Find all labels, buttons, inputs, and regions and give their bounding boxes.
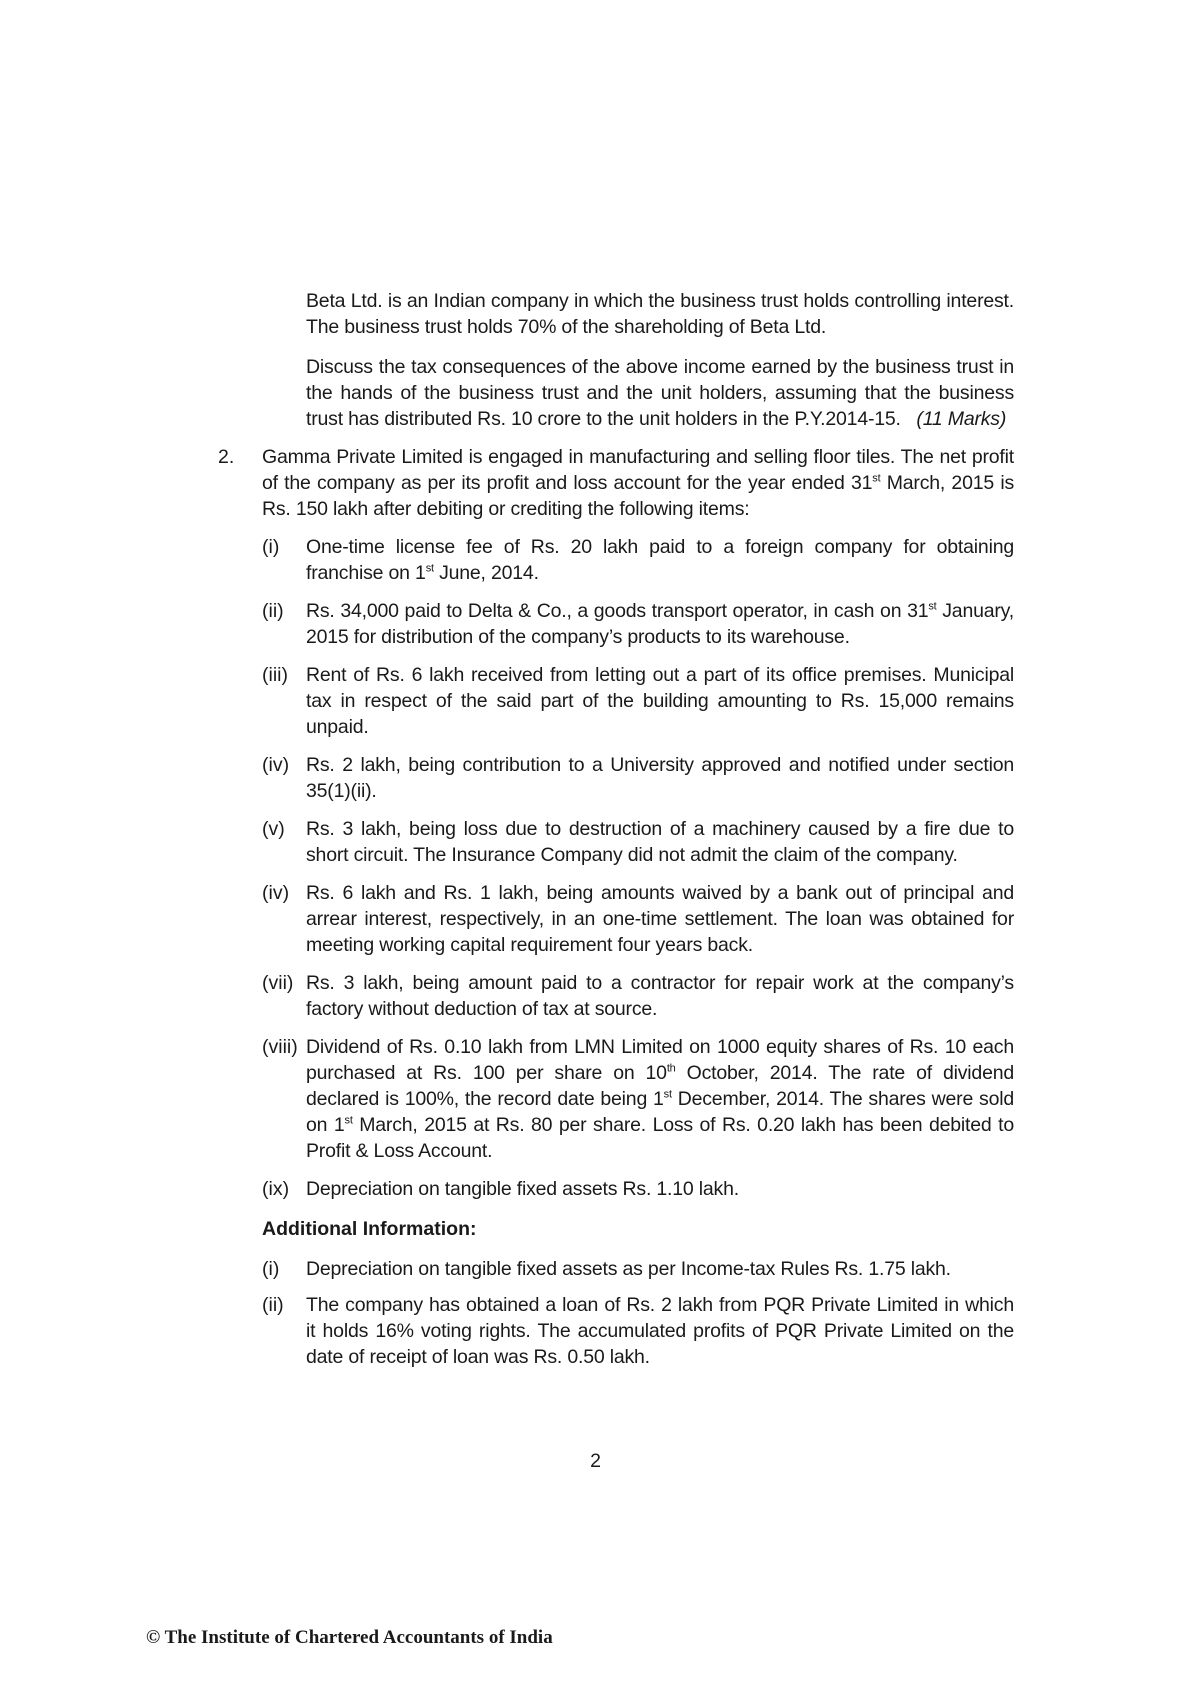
text-part: October, 2014. The rate of dividend declared is 100%, the record date being 1 [306,1062,1015,1110]
text-part: January, 2015 for distribution of the company’s products to its warehouse. [306,600,1014,648]
list-item-marker: (ii) [262,1294,284,1316]
superscript: st [425,562,434,575]
text-part: March, 2015 at Rs. 80 per share. Loss of Rs. 0.20 lakh has been debited to Profit & Loss Account. [306,1114,1015,1162]
list-item-marker: (viii) [262,1036,298,1058]
list-item-marker: (iv) [262,754,290,776]
list-item-marker: (vii) [262,972,294,994]
intro-paragraph-2-text: Discuss the tax consequences of the above income earned by the business trust in the hands of the business trust and the unit holders, assuming that the business trust has distributed Rs. 10 crore to the unit holders in the P.Y.2014-15. [306,356,1014,430]
list-item-text [306,534,1014,586]
list-item-text [306,598,1014,650]
list-item-marker: (v) [262,818,285,840]
list-item-marker: (ix) [262,1178,290,1200]
list-item-text [306,1034,1014,1164]
list-item-marker: (i) [262,1258,280,1280]
text-part: Dividend of Rs. 0.10 lakh from LMN Limited on 1000 equity shares of Rs. 10 each purchased at Rs. 100 per share on 10 [306,1036,1014,1084]
question-2-text-b: March, 2015 is Rs. 150 lakh after debiting or crediting the following items: [262,472,1015,520]
list-item-text: The company has obtained a loan of Rs. 2 lakh from PQR Private Limited in which it holds 16% voting rights. The accumulated profits of PQR Private Limited on the date of receipt of loan was Rs. 0.50 lakh. [306,1294,1014,1368]
intro-paragraph-2 [306,354,1014,432]
list-item-marker: (iii) [262,664,288,686]
intro-paragraph-1-text: Beta Ltd. is an Indian company in which the business trust holds controlling interest. The business trust holds 70% of the shareholding of Beta Ltd. [306,290,1014,338]
list-item-marker: (iv) [262,882,290,904]
list-item-text: Rent of Rs. 6 lakh received from letting out a part of its office premises. Municipal tax in respect of the said part of the building amounting to Rs. 15,000 remains unpaid. [306,664,1014,738]
superscript: st [344,1114,353,1127]
superscript: st [928,600,937,613]
footer-copyright: © The Institute of Chartered Accountants of India [146,1627,553,1648]
marks-label: (11 Marks) [916,408,1007,430]
superscript: st [872,472,881,485]
page-number: 2 [590,1450,601,1472]
list-item-text: Rs. 6 lakh and Rs. 1 lakh, being amounts waived by a bank out of principal and arrear interest, respectively, in an one-time settlement. The loan was obtained for meeting working capital requirement four years back. [306,882,1014,956]
text-part: December, 2014. The shares were sold on 1 [306,1088,1014,1136]
list-item-text: Rs. 2 lakh, being contribution to a University approved and notified under section 35(1)(ii). [306,754,1014,802]
question-number: 2. [218,446,235,468]
question-2-text-a: Gamma Private Limited is engaged in manufacturing and selling floor tiles. The net profit of the company as per its profit and loss account for the year ended 31 [262,446,1014,494]
list-item-text: Rs. 3 lakh, being amount paid to a contractor for repair work at the company’s factory without deduction of tax at source. [306,972,1014,1020]
text-part: One-time license fee of Rs. 20 lakh paid to a foreign company for obtaining franchise on 1 [306,536,1014,584]
question-2-text [262,444,1014,522]
list-item-marker: (i) [262,536,280,558]
list-item-text: Depreciation on tangible fixed assets as per Income-tax Rules Rs. 1.75 lakh. [306,1258,951,1280]
list-item-text: Depreciation on tangible fixed assets Rs. 1.10 lakh. [306,1178,739,1200]
text-part: June, 2014. [433,562,539,584]
superscript: th [666,1062,676,1075]
text-part: Rs. 34,000 paid to Delta & Co., a goods transport operator, in cash on 31 [306,600,929,622]
superscript: st [663,1088,672,1101]
list-item-text: Rs. 3 lakh, being loss due to destruction of a machinery caused by a fire due to short circuit. The Insurance Company did not admit the claim of the company. [306,818,1014,866]
list-item-marker: (ii) [262,600,284,622]
intro-paragraph-1 [306,288,1014,340]
additional-information-heading: Additional Information: [262,1218,477,1240]
